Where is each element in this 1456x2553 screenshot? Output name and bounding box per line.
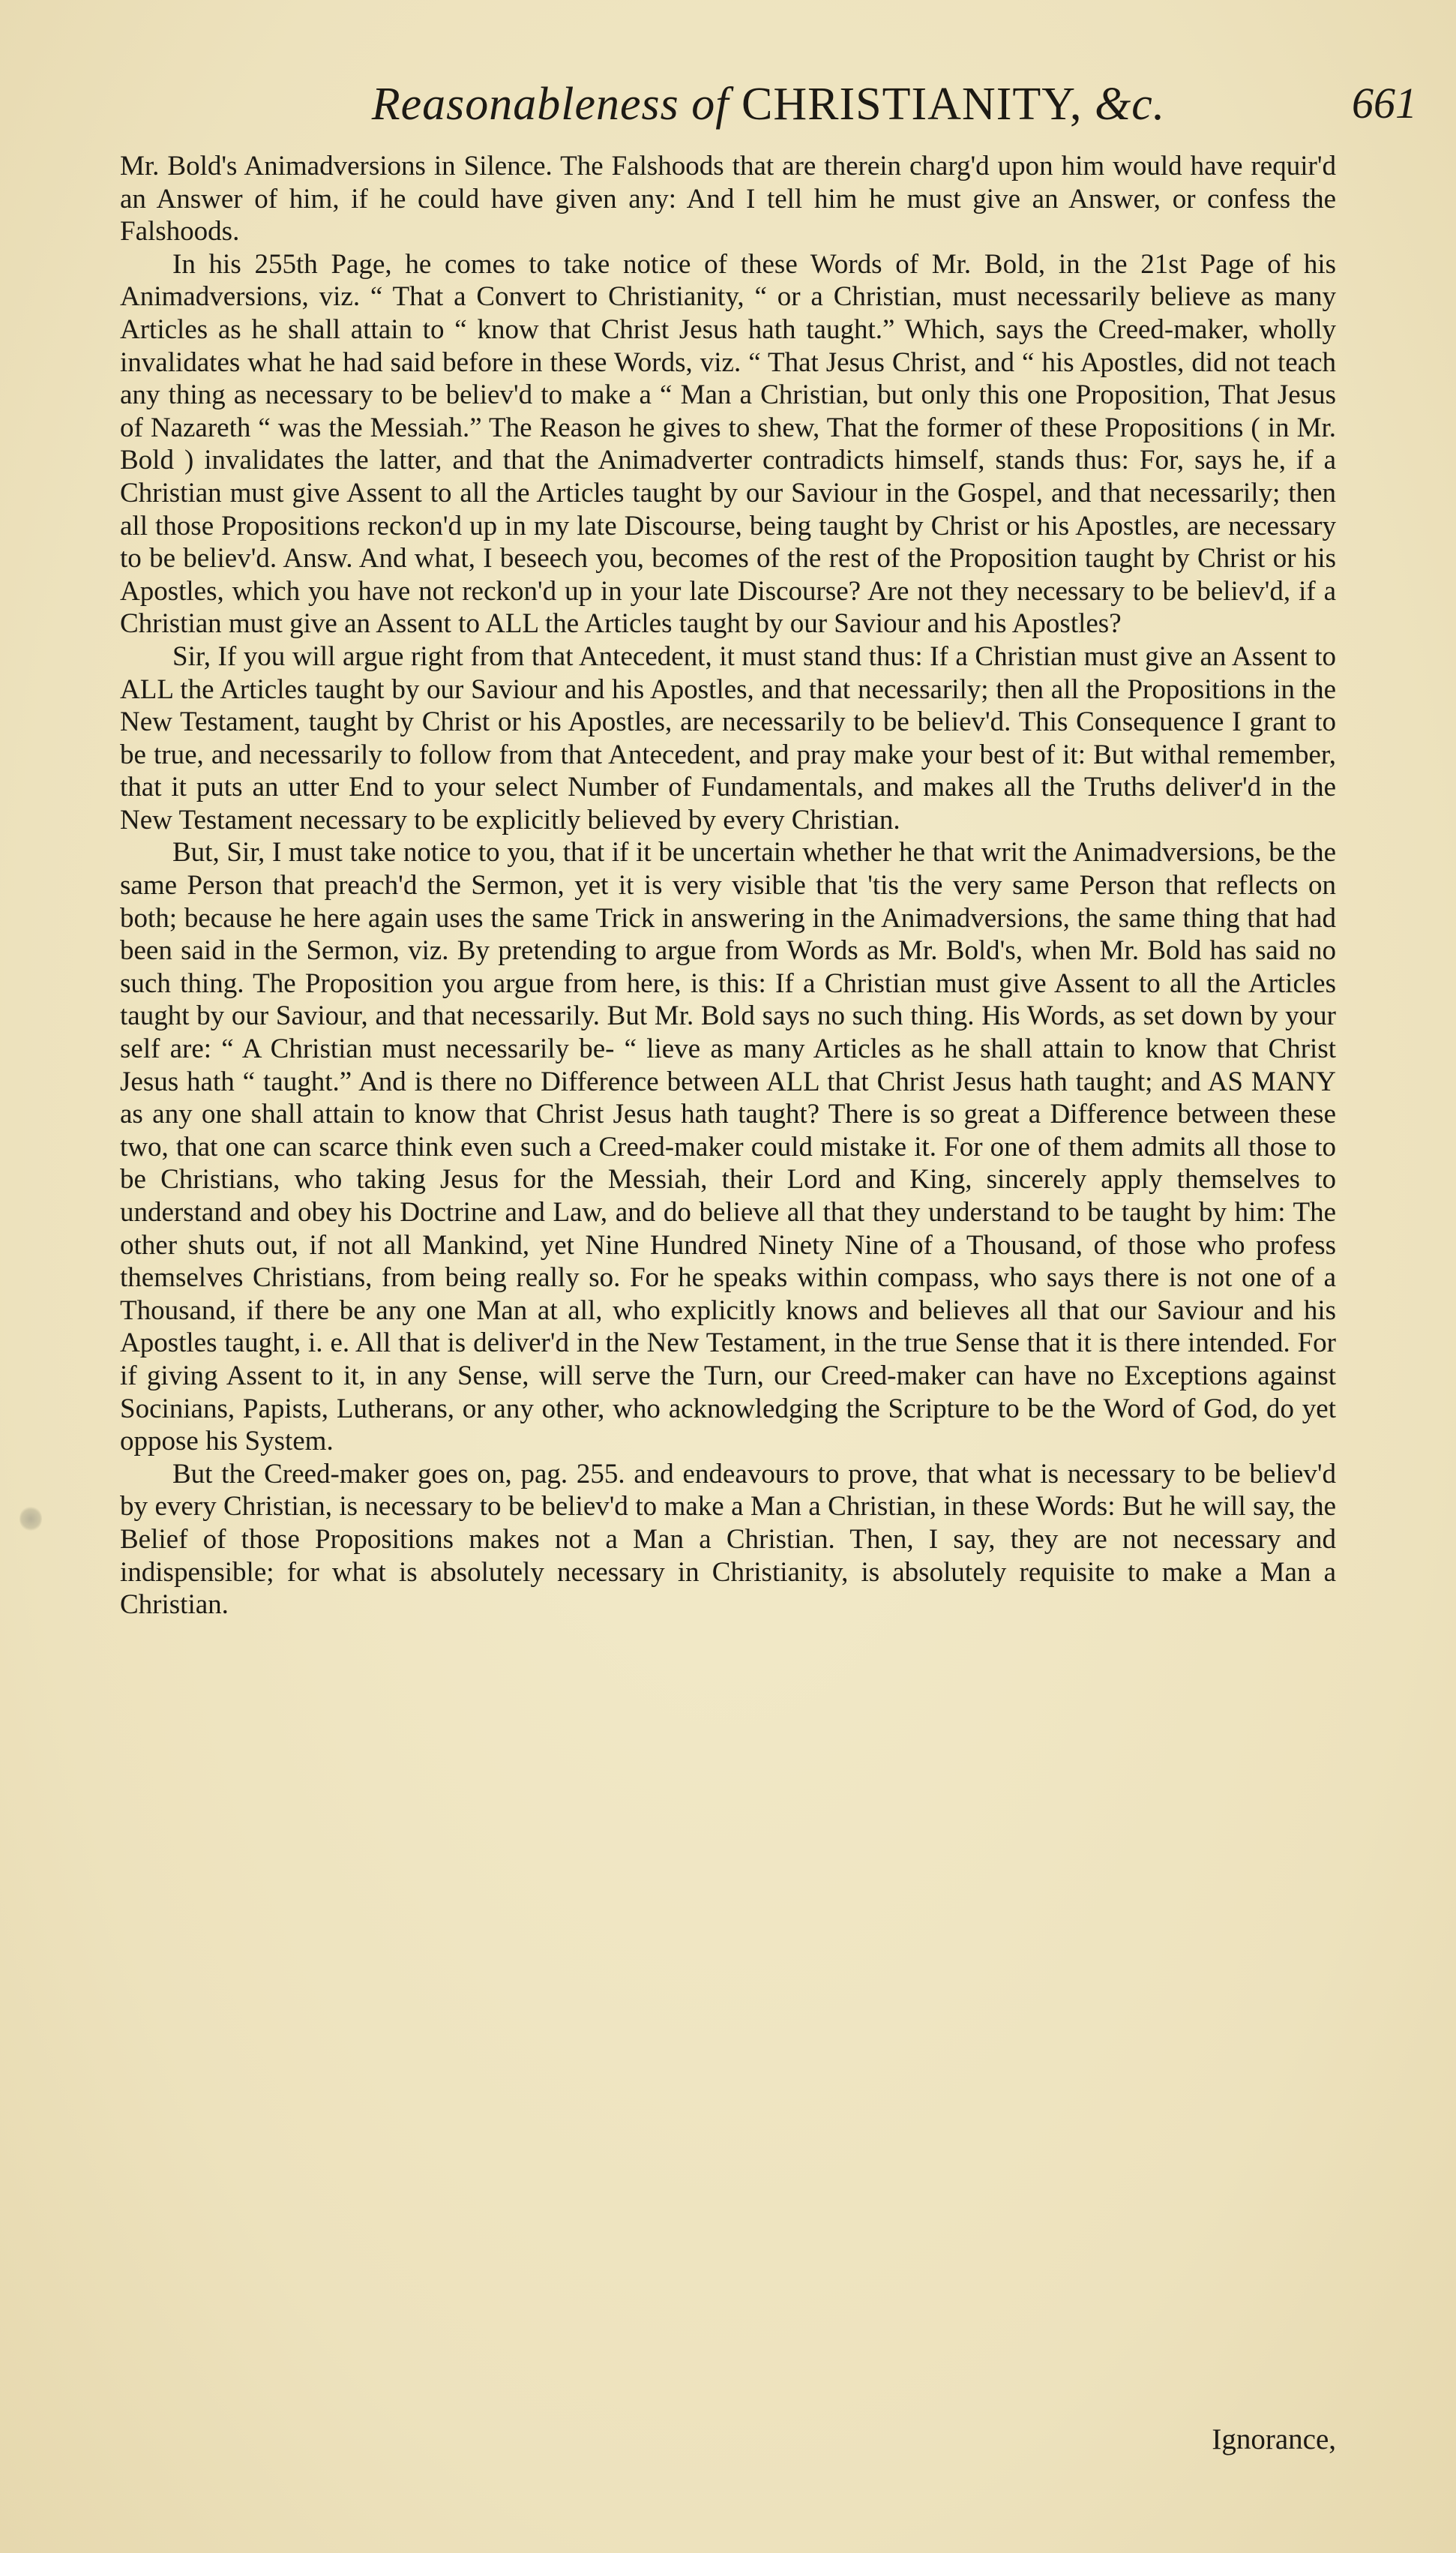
paper-spot	[19, 1506, 42, 1532]
running-title	[120, 78, 1417, 131]
paragraph-1: Mr. Bold's Animadversions in Silence. The Falshoods that are therein charg'd upon him would have requir'd an Answer of him, if he could have given any: And I tell him he must give an Answer, or confess the Falshoods.	[120, 151, 1336, 248]
body-text	[120, 150, 1336, 1622]
title-etc: &c.	[1095, 79, 1166, 130]
page-number: 661	[1352, 79, 1417, 128]
paragraph-4: But, Sir, I must take notice to you, that if it be uncertain whether he that writ the Animadversions, be the same Person that preach'd the Sermon, yet it is very visible that 'tis the very same Person that reflects on both; because he here again uses the same Trick in answering in the Animadversions, the same thing that had been said in the Sermon, viz. By pretending to argue from Words as Mr. Bold's, when Mr. Bold has said no such thing. The Proposition you argue from here, is this: If a Christian must give Assent to all the Articles taught by our Saviour, and that necessarily. But Mr. Bold says no such thing. His Words, as set down by your self are: “ A Christian must necessarily be- “ lieve as many Articles as he shall attain to know that Christ Jesus hath “ taught.” And is there no Difference between ALL that Christ Jesus hath taught; and AS MANY as any one shall attain to know that Christ Jesus hath taught? There is so great a Difference between these two, that one can scarce think even such a Creed-maker could mistake it. For one of them admits all those to be Christians, who taking Jesus for the Messiah, their Lord and King, sincerely apply themselves to understand and obey his Doctrine and Law, and do believe all that they understand to be taught by him: The other shuts out, if not all Mankind, yet Nine Hundred Ninety Nine of a Thousand, of those who profess themselves Christians, from being really so. For he speaks within compass, who says there is not one of a Thousand, if there be any one Man at all, who explicitly knows and believes all that our Saviour and his Apostles taught, i. e. All that is deliver'd in the New Testament, in the true Sense that it is there intended. For if giving Assent to it, in any Sense, will serve the Turn, our Creed-maker can have no Exceptions against Socinians, Papists, Lutherans, or any other, who acknowledging the Scripture to be the Word of God, do yet oppose his System.	[120, 837, 1336, 1457]
title-caps: CHRISTIANITY,	[741, 79, 1083, 130]
running-head	[120, 78, 1417, 146]
title-italic: Reasonableness of	[371, 79, 729, 130]
paragraph-3: Sir, If you will argue right from that Antecedent, it must stand thus: If a Christian must give an Assent to ALL the Articles taught by our Saviour and his Apostles, and that necessarily; then all the Propositions in the New Testament, taught by Christ or his Apostles, are necessarily to be believ'd. This Consequence I grant to be true, and necessarily to follow from that Antecedent, and pray make your best of it: But withal remember, that it puts an utter End to your select Number of Fundamentals, and makes all the Truths deliver'd in the New Testament necessary to be explicitly believed by every Christian.	[120, 640, 1336, 836]
paragraph-2: In his 255th Page, he comes to take notice of these Words of Mr. Bold, in the 21st Page of his Animadversions, viz. “ That a Convert to Christianity, “ or a Christian, must necessarily believe as many Articles as he shall attain to “ know that Christ Jesus hath taught.” Which, says the Creed-maker, wholly invalidates what he had said before in these Words, viz. “ That Jesus Christ, and “ his Apostles, did not teach any thing as necessary to be believ'd to make a “ Man a Christian, but only this one Proposition, That Jesus of Nazareth “ was the Messiah.” The Reason he gives to shew, That the former of these Propositions ( in Mr. Bold ) invalidates the latter, and that the Animadverter contradicts himself, stands thus: For, says he, if a Christian must give Assent to all the Articles taught by our Saviour in the Gospel, and that necessarily; then all those Propositions reckon'd up in my late Discourse, being taught by Christ or his Apostles, are necessary to be believ'd. Answ. And what, I beseech you, becomes of the rest of the Proposition taught by Christ or his Apostles, which you have not reckon'd up in your late Discourse? Are not they necessary to be believ'd, if a Christian must give an Assent to ALL the Articles taught by our Saviour and his Apostles?	[120, 248, 1336, 640]
catchword: Ignorance,	[1212, 2423, 1336, 2456]
paragraph-5: But the Creed-maker goes on, pag. 255. and endeavours to prove, that what is necessary to be believ'd by every Christian, is necessary to be believ'd to make a Man a Christian, in these Words: But he will say, the Belief of those Propositions makes not a Man a Christian. Then, I say, they are not necessary and indispensible; for what is absolutely necessary in Christianity, is absolutely requisite to make a Man a Christian.	[120, 1458, 1336, 1621]
